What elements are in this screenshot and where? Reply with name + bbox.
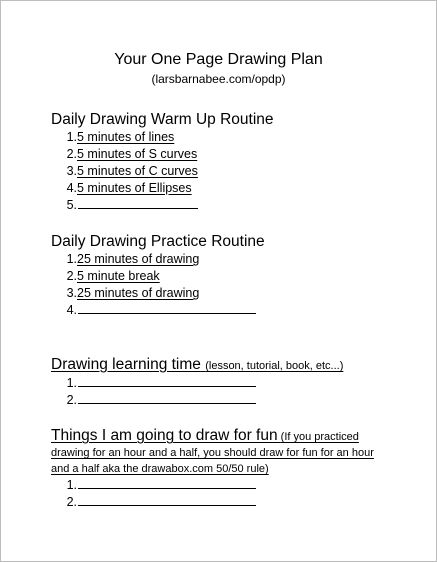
list-number: 1. [66,252,77,266]
list-text: 5 minutes of Ellipses [77,181,192,195]
fun-heading [51,428,381,477]
list-item [60,375,256,392]
page-subtitle: (larsbarnabee.com/opdp) [151,72,286,86]
blank-line [78,197,198,209]
list-number: 4. [66,181,77,195]
list-item [60,285,256,302]
learning-note: (lesson, tutorial, book, etc...) [205,360,344,372]
list-number: 1. [66,478,77,492]
learning-list [60,375,256,409]
list-text: 5 minute break [77,269,160,283]
list-number: 2. [66,393,77,407]
warmup-heading: Daily Drawing Warm Up Routine [51,111,274,128]
list-number: 3. [66,286,77,300]
list-item [60,197,198,214]
list-item [60,163,198,180]
list-item [60,180,198,197]
list-number: 4. [66,303,77,317]
learning-heading [51,355,343,376]
list-item [60,392,256,409]
fun-heading-text: Things I am going to draw for fun [51,427,278,444]
blank-line [78,477,256,489]
list-number: 2. [66,495,77,509]
list-text: 25 minutes of drawing [77,252,200,266]
fun-list [60,477,256,511]
list-item [60,129,198,146]
list-item [60,302,256,319]
practice-heading: Daily Drawing Practice Routine [51,233,265,250]
list-text: 25 minutes of drawing [77,286,200,300]
list-number: 2. [66,269,77,283]
list-text: 5 minutes of lines [77,130,175,144]
list-item [60,494,256,511]
list-number: 1. [66,130,77,144]
blank-line [78,392,256,404]
list-text: 5 minutes of C curves [77,164,198,178]
list-item [60,477,256,494]
blank-line [78,375,256,387]
list-number: 1. [66,376,77,390]
page-title: Your One Page Drawing Plan [114,51,323,68]
learning-heading-text: Drawing learning time [51,356,201,373]
list-item [60,268,256,285]
list-text: 5 minutes of S curves [77,147,198,161]
blank-line [78,302,256,314]
list-item [60,146,198,163]
practice-list [60,251,256,319]
blank-line [78,494,256,506]
list-number: 2. [66,147,77,161]
list-item [60,251,256,268]
list-number: 3. [66,164,77,178]
fun-note: (If you practiced drawing for an hour and a half, you should draw for fun for an hour and a half aka the drawabox.com 50/50 rule) [51,431,374,475]
warmup-list [60,129,198,214]
list-number: 5. [66,198,77,212]
